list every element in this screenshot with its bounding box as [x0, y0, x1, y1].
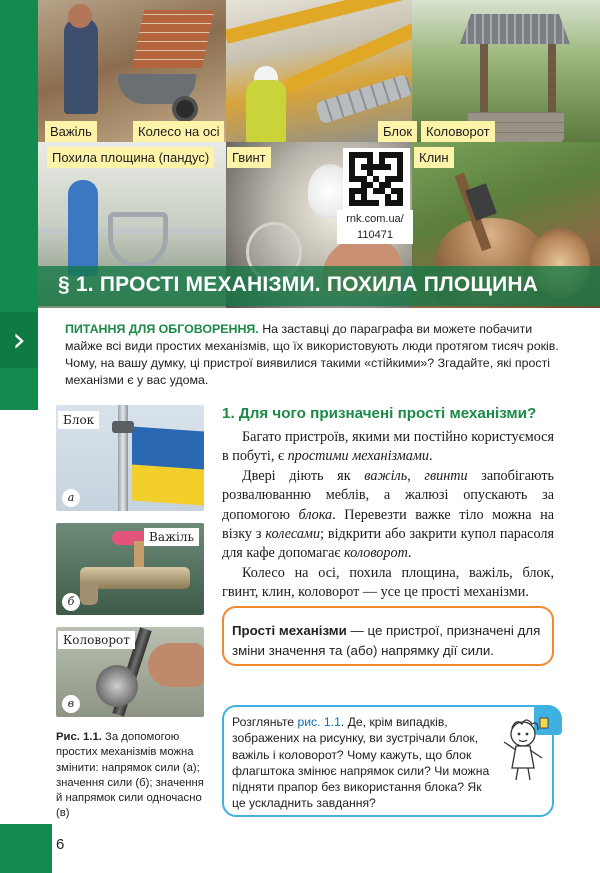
italic-term: коловорот [344, 545, 408, 562]
definition-body: — це пристрої, призначені для зміни значення та (або) напрямку дії сили. [232, 623, 541, 658]
discussion-text: На заставці до параграфа ви можете побачити майже всі види простих механізмів, що їх використовують люди протягом тисяч років. Чому, на вашу думку, ці пристрої виявилися такими «стійкими»? Згадайте, які прості механізми є у вас удома. [65, 322, 559, 387]
figure-caption [56, 730, 212, 822]
definition-text [232, 621, 548, 661]
italic-term: гвинти [424, 467, 468, 484]
figure-c-label: Коловорот [58, 631, 135, 649]
tag-inclined-plane: Похила площина (пандус) [47, 147, 214, 168]
figure-b-label: Важіль [144, 528, 199, 546]
paragraph-1 [222, 428, 554, 467]
text-run: . [429, 448, 433, 465]
figure-reference-link[interactable]: рис. 1.1 [297, 715, 341, 729]
question-body: . Де, крім випадків, зображених на рисунку, ви зустрічали блок, важіль і коловорот? Чому кажуть, що блок флагштока змінює напрямок сили? Чи можна підняти прапор без використання блока? Як це ускладнить завдання? [232, 715, 490, 811]
tag-screw: Гвинт [227, 147, 271, 168]
text-run: Багато пристроїв, якими ми постійно користуємося в побуті, є [222, 429, 554, 465]
figure-a-letter: а [62, 489, 80, 507]
italic-term: колесами [265, 526, 321, 543]
text-run: Двері діють як [242, 467, 365, 484]
text-run: . [407, 545, 412, 562]
question-lead: Розгляньте [232, 715, 298, 729]
text-run: . Перевезти важке тіло можна на візку з [222, 506, 554, 543]
paragraph-3: Колесо на осі, похила площина, важіль, блок, гвинт, клин, коловорот — усе це прості механізми. [222, 564, 554, 601]
paragraph-2 [222, 467, 554, 564]
thinking-kid-icon [496, 716, 550, 782]
tag-pulley: Блок [378, 121, 417, 142]
body-text [222, 428, 554, 603]
tag-windlass: Коловорот [421, 121, 495, 142]
page-number: 6 [56, 836, 65, 853]
qr-code-icon[interactable] [343, 148, 410, 210]
section-title: § 1. ПРОСТІ МЕХАНІЗМИ. ПОХИЛА ПЛОЩИНА [58, 273, 539, 296]
text-run: ; відкрити або закрити купол парасоля для кафе допомагає [222, 526, 554, 562]
qr-link-line2: 110471 [357, 229, 393, 241]
figure-c-letter: в [62, 695, 80, 713]
italic-term: блока [298, 506, 333, 523]
text-run: , [407, 467, 425, 484]
definition-term: Прості механізми [232, 623, 347, 638]
figure-a-flagpole [56, 405, 204, 511]
tag-wedge: Клин [414, 147, 454, 168]
discussion-label: ПИТАННЯ ДЛЯ ОБГОВОРЕННЯ. [65, 322, 259, 336]
qr-link-caption[interactable] [337, 210, 413, 244]
tag-lever: Важіль [45, 121, 97, 142]
italic-term: простими механізмами [287, 448, 430, 465]
tag-wheel-and-axle: Колесо на осі [133, 121, 224, 142]
qr-link-line1: rnk.com.ua/ [346, 213, 404, 225]
chevron-right-icon: › [0, 312, 38, 368]
discussion-paragraph [65, 321, 565, 389]
figure-b-tap [56, 523, 204, 615]
figure-c-fishing-reel [56, 627, 204, 717]
figure-caption-text: За допомогою простих механізмів можна змінити: напрямок сили (а); значення сили (б); значення й напрямок сили одночасно (в) [56, 731, 204, 820]
footer-color-bar [0, 824, 52, 873]
figure-caption-number: Рис. 1.1. [56, 731, 102, 743]
subsection-heading: 1. Для чого призначені прості механізми? [222, 405, 537, 422]
italic-term: важіль [364, 467, 408, 484]
question-text [232, 714, 494, 812]
figure-b-letter: б [62, 593, 80, 611]
figure-a-label: Блок [58, 411, 99, 429]
text-run: запобігають розвалюванню меблів, а жалюзі опускають за допомогою [222, 467, 554, 523]
